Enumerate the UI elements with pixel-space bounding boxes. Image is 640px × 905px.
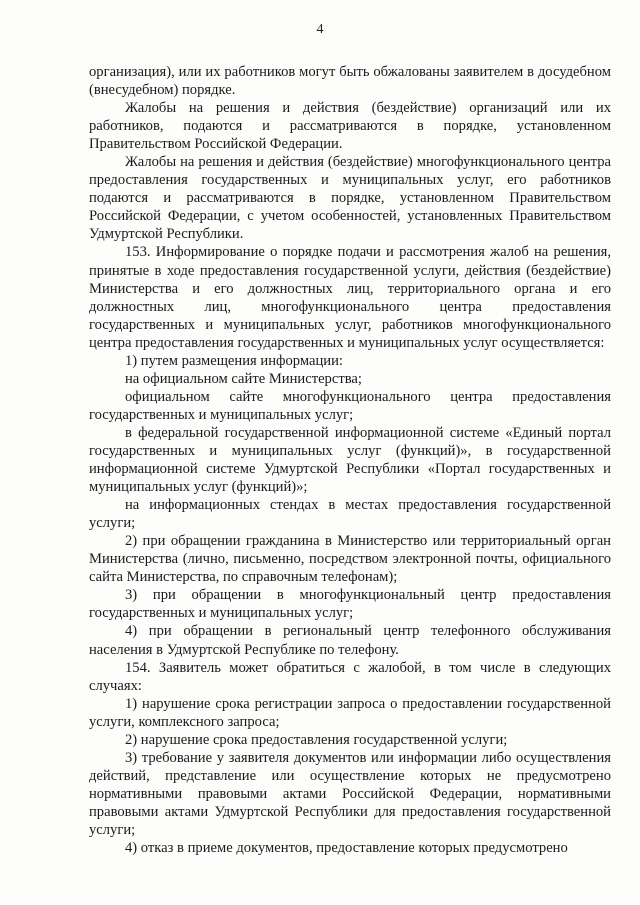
- paragraph-complaints-organizations: Жалобы на решения и действия (бездействие) организаций или их работников, подаются и рассматриваются в порядке, установленном Правительством Российской Федерации.: [89, 100, 611, 153]
- list-item-153-1: 1) путем размещения информации:: [125, 352, 343, 369]
- list-item-mfc-site: официальном сайте многофункционального центра предоставления государственных и муниципальных услуг;: [89, 388, 611, 423]
- paragraph-complaint-continuation: организация), или их работников могут быть обжалованы заявителем в досудебном (внесудебном) порядке.: [89, 64, 611, 99]
- list-item-info-stands: на информационных стендах в местах предоставления государственной услуги;: [89, 497, 611, 532]
- page-number: 4: [316, 22, 324, 37]
- list-item-154-3: 3) требование у заявителя документов или информации либо осуществления действий, представление или осуществление которых не предусмотрено нормативными правовыми актами Российской Федерации, нормативными правовыми актами Удмуртской Республики для предоставления государственной услуги;: [89, 749, 611, 838]
- list-item-153-4: 4) при обращении в региональный центр телефонного обслуживания населения в Удмуртской Республике по телефону.: [89, 623, 611, 658]
- document-body: [89, 63, 611, 857]
- paragraph-154: 154. Заявитель может обратиться с жалобой, в том числе в следующих случаях:: [89, 659, 611, 694]
- paragraph-153: 153. Информирование о порядке подачи и рассмотрения жалоб на решения, принятые в ходе предоставления государственной услуги, действия (бездействие) Министерства и его должностных лиц, территориального органа и его должностных лиц, многофункционального центра предоставления государственных и муниципальных услуг, работников многофункционального центра предоставления государственных и муниципальных услуг осуществляется:: [89, 244, 611, 351]
- list-item-154-1: 1) нарушение срока регистрации запроса о предоставлении государственной услуги, комплексного запроса;: [89, 695, 611, 730]
- list-item-154-4: 4) отказ в приеме документов, предоставление которых предусмотрено: [125, 840, 568, 857]
- list-item-153-2: 2) при обращении гражданина в Министерство или территориальный орган Министерства (лично, письменно, посредством электронной почты, официального сайта Министерства, по справочным телефонам);: [89, 533, 611, 586]
- list-item-153-3: 3) при обращении в многофункциональный центр предоставления государственных и муниципальных услуг;: [89, 587, 611, 622]
- paragraph-complaints-mfc: Жалобы на решения и действия (бездействие) многофункционального центра предоставления государственных и муниципальных услуг, его работников подаются и рассматриваются в порядке, установленном Правительством Российской Федерации, с учетом особенностей, установленных Правительством Удмуртской Республики.: [89, 154, 611, 243]
- list-item-154-2: 2) нарушение срока предоставления государственной услуги;: [125, 731, 508, 748]
- list-item-official-site: на официальном сайте Министерства;: [125, 370, 362, 387]
- list-item-federal-portal: в федеральной государственной информационной системе «Единый портал государственных и муниципальных услуг (функций)», в государственной информационной системе Удмуртской Республики «Портал государственных и муниципальных услуг (функций)»;: [89, 424, 611, 496]
